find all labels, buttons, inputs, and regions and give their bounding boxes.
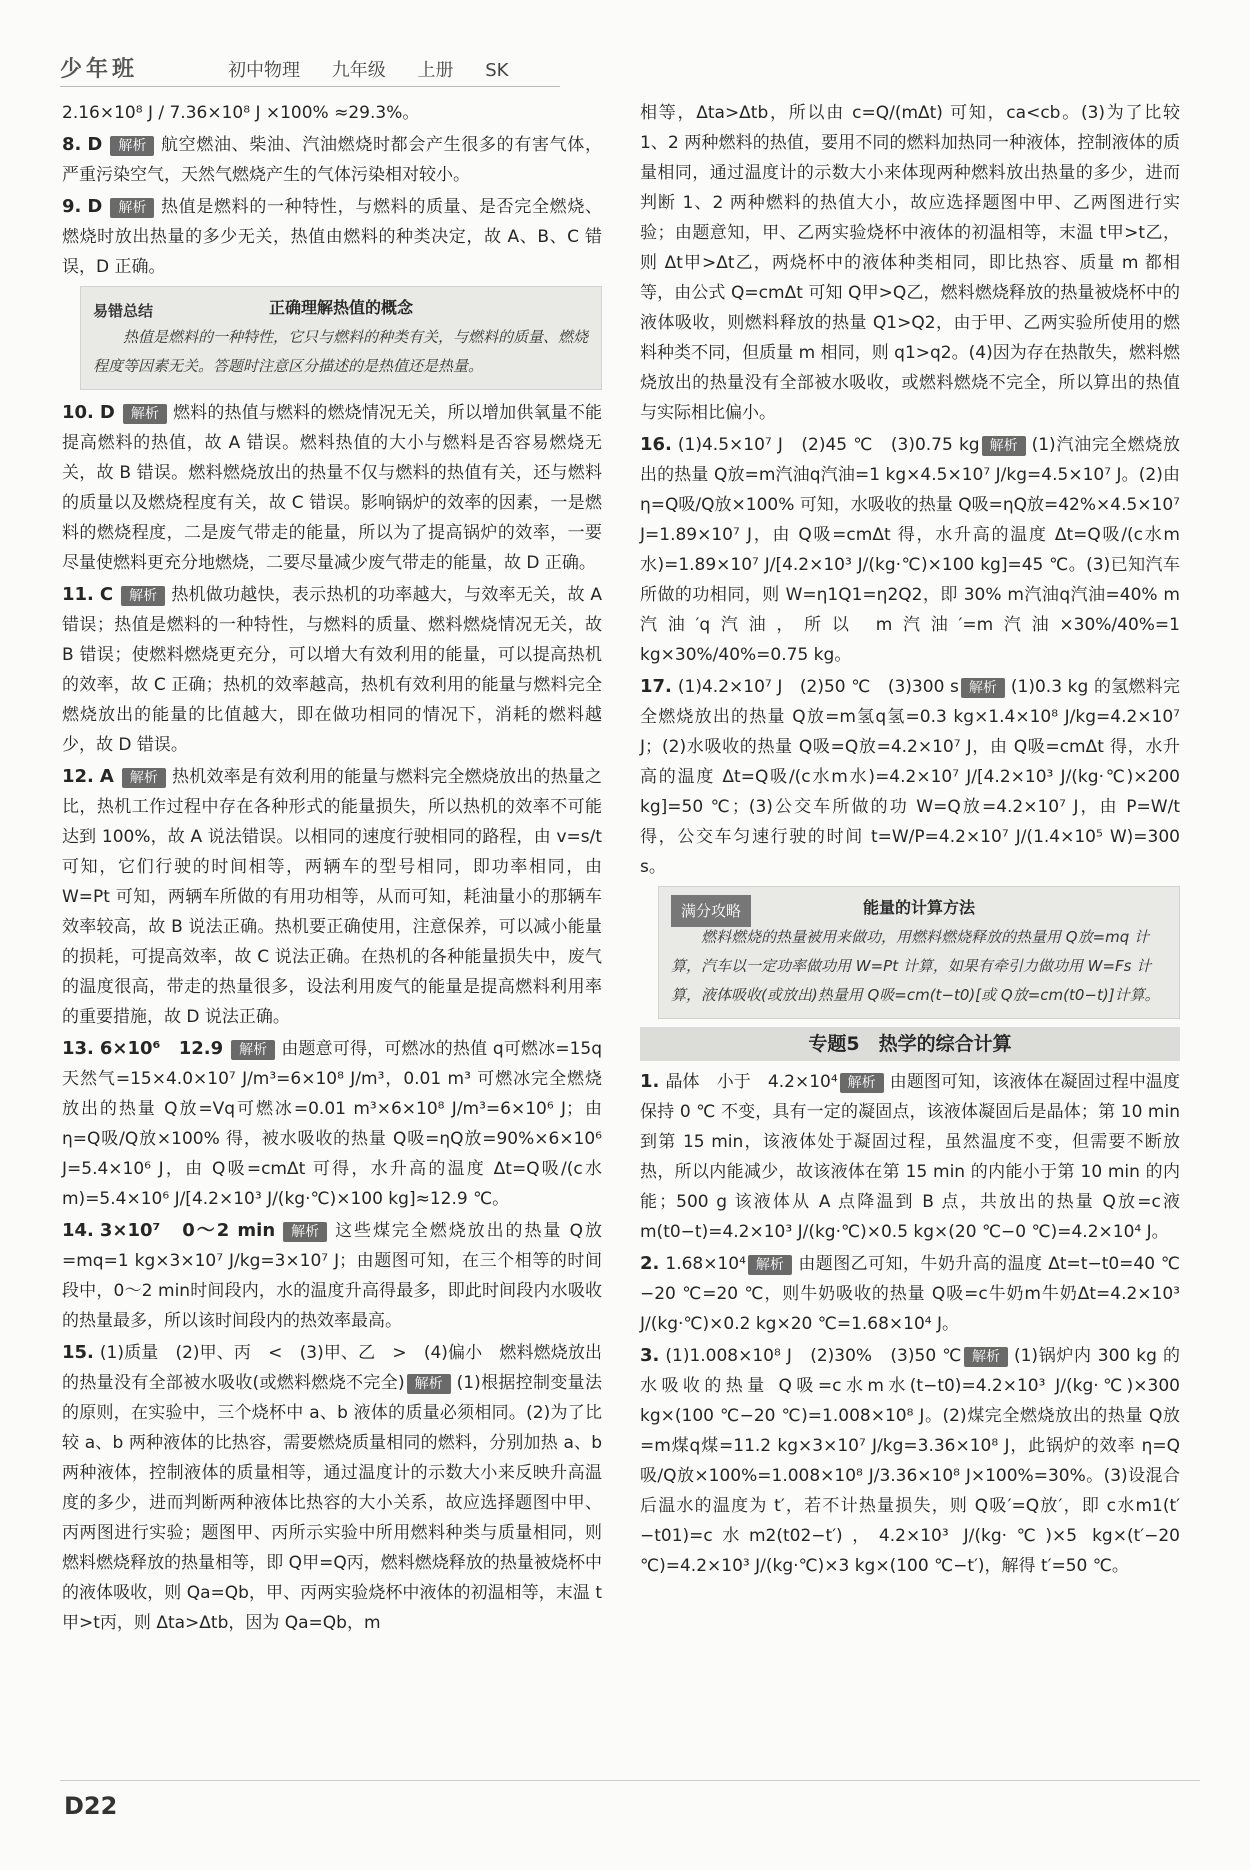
item-answer: D [99,402,115,423]
analysis-tag: 解析 [961,678,1005,698]
item-text: (1)汽油完全燃烧放出的热量 Q放=m汽油q汽油=1 kg×4.5×10⁷ J/kg=4.5×10⁷ J。(2)由 η=Q吸/Q放×100% 可知，水吸收的热量 Q吸=ηQ放=42%×4.5×10⁷ J=1.89×10⁷ J，由 Q吸=cmΔt 得，水升高的温度 Δt=Q吸/(c水m水)=1.89×10⁷ J/[4.2×10³ J/(kg·℃)×100 kg]=45 ℃。(3)已知汽车所做的功相同，则 W=η1Q1=η2Q2，即 30% m汽油q汽油=40% m汽油′q汽油，所以 m汽油′=m汽油×30%/40%=1 kg×30%/40%=0.75 kg。 [640,435,1180,665]
item-answer: 6×10⁶ 12.9 [99,1038,224,1059]
page-number: D22 [64,1792,118,1820]
box-tag: 易错总结 [93,302,154,320]
item-number: 10. [62,402,94,423]
analysis-tag: 解析 [231,1040,275,1060]
analysis-tag: 解析 [123,404,167,424]
answer-item-13 [62,1034,602,1214]
footer-divider [60,1780,1200,1781]
answer-item-10 [62,398,602,578]
item-answer: D [87,134,103,155]
item-number: 16. [640,434,672,455]
topic-item-2 [640,1249,1180,1339]
box-text: 热值是燃料的一种特性，它只与燃料的种类有关，与燃料的质量、燃烧程度等因素无关。答题时注意区分描述的是热值还是热量。 [93,328,589,375]
header-divider [60,86,560,87]
answer-item-8 [62,130,602,190]
item-text: (1)0.3 kg 的氢燃料完全燃烧放出的热量 Q放=m氢q氢=0.3 kg×1.4×10⁸ J/kg=4.2×10⁷ J；(2)水吸收的热量 Q吸=Q放=4.2×10⁷ J，由 Q吸=cmΔt 得，水升高的温度 Δt=Q吸/(c水m水)=4.2×10⁷ J/[4.2×10³ J/(kg·℃)×200 kg]=50 ℃；(3)公交车所做的功 W=Q放=4.2×10⁷ J，由 P=W/t 得，公交车匀速行驶的时间 t=W/P=4.2×10⁷ J/(1.4×10⁵ W)=300 s。 [640,677,1180,877]
right-column [640,98,1180,1583]
header-meta [228,56,534,82]
left-column [62,98,602,1640]
item-number: 17. [640,676,672,697]
topic-item-3 [640,1341,1180,1581]
item-text: 热机做功越快，表示热机的功率越大，与效率无关，故 A 错误；热值是燃料的一种特性，与燃料的质量、燃料燃烧情况无关，故 B 错误；使燃料燃烧更充分，可以增大有效利用的能量，可以提高热机的效率，故 C 正确；热机的效率越高，热机有效利用的能量与燃料完全燃烧放出的能量的比值越大，即在做功相同的情况下，消耗的燃料越少，故 D 错误。 [62,585,602,755]
item-number: 15. [62,1342,94,1363]
analysis-tag: 解析 [110,136,154,156]
answer-item-17 [640,672,1180,882]
item-text: 由题意可得，可燃冰的热值 q可燃冰=15q天然气=15×4.0×10⁷ J/m³=6×10⁸ J/m³，0.01 m³ 可燃冰完全燃烧放出的热量 Q放=Vq可燃冰=0.01 m³×6×10⁸ J/m³=6×10⁶ J；由 η=Q吸/Q放×100% 得，被水吸收的热量 Q吸=ηQ放=90%×6×10⁶ J=5.4×10⁶ J，由 Q吸=cmΔt 可得，水升高的温度 Δt=Q吸/(c水m)=5.4×10⁶ J/[4.2×10³ J/(kg·℃)×100 kg]≈12.9 ℃。 [62,1039,602,1209]
item-number: 3. [640,1345,660,1366]
item-text: 由题图乙可知，牛奶升高的温度 Δt=t−t0=40 ℃−20 ℃=20 ℃，则牛奶吸收的热量 Q吸=c牛奶m牛奶Δt=4.2×10³ J/(kg·℃)×0.2 kg×20 ℃=1.68×10⁴ J。 [640,1254,1180,1334]
header-subject: 初中物理 [228,60,300,81]
item-text: 燃料的热值与燃料的燃烧情况无关，所以增加供氧量不能提高燃料的热值，故 A 错误。燃料热值的大小与燃料是否容易燃烧无关，故 B 错误。燃料燃烧放出的热量不仅与燃料的热值有关，还与燃料的质量以及燃烧程度有关，故 C 错误。影响锅炉的效率的因素，一是燃料的燃烧程度，二是废气带走的能量，所以为了提高锅炉的效率，一要尽量使燃料更充分地燃烧，二要尽量减少废气带走的能量，故 D 正确。 [62,403,602,573]
analysis-tag: 解析 [121,586,165,606]
item-number: 8. [62,134,82,155]
item-answer: 1.68×10⁴ [665,1254,746,1274]
item-text: 热值是燃料的一种特性，与燃料的质量、是否完全燃烧、燃烧时放出热量的多少无关，热值由燃料的种类决定，故 A、B、C 错误，D 正确。 [62,197,602,277]
item-answer: (1)4.5×10⁷ J (2)45 ℃ (3)0.75 kg [677,435,980,455]
header-volume: 上册 [417,60,454,81]
box-title: 能量的计算方法 [862,898,975,917]
item-number: 13. [62,1038,94,1059]
item-text: (1)锅炉内 300 kg 的水吸收的热量 Q吸=c水m水(t−t0)=4.2×10³ J/(kg·℃)×300 kg×(100 ℃−20 ℃)=1.008×10⁸ J。(2)煤完全燃烧放出的热量 Q放=m煤q煤=11.2 kg×3×10⁷ J/kg=3.36×10⁸ J，此锅炉的效率 η=Q吸/Q放×100%=1.008×10⁸ J/3.36×10⁸ J×100%=30%。(3)设混合后温水的温度为 t′，若不计热量损失，则 Q吸′=Q放′，即 c水m1(t′−t01)=c水m2(t02−t′)，4.2×10³ J/(kg·℃)×5 kg×(t′−20 ℃)=4.2×10³ J/(kg·℃)×3 kg×(100 ℃−t′)，解得 t′=50 ℃。 [640,1346,1180,1576]
page-header [60,50,1210,88]
analysis-tag: 解析 [283,1222,327,1242]
analysis-tag: 解析 [407,1374,451,1394]
header-edition: SK [485,60,509,81]
item-text: 这些煤完全燃烧放出的热量 Q放=mq=1 kg×3×10⁷ J/kg=3×10⁷ J；由题图可知，在三个相等的时间段中，0～2 min时间段内，水的温度升高得最多，即此时间段内水吸收的热量最多，所以该时间段内的热效率最高。 [62,1221,602,1331]
item-number: 12. [62,766,94,787]
item-number: 14. [62,1220,94,1241]
box-title: 正确理解热值的概念 [268,298,413,317]
analysis-tag: 解析 [748,1255,792,1275]
answer-item-14 [62,1216,602,1336]
item-text: 航空燃油、柴油、汽油燃烧时都会产生很多的有害气体，严重污染空气，天然气燃烧产生的气体污染相对较小。 [62,135,602,185]
answer-item-11 [62,580,602,760]
item-answer: (1)1.008×10⁸ J (2)30% (3)50 ℃ [665,1346,962,1366]
item-answer: 晶体 小于 4.2×10⁴ [665,1072,838,1092]
item-text: 由题图可知，该液体在凝固过程中温度保持 0 ℃ 不变，具有一定的凝固点，该液体凝固后是晶体；第 10 min到第 15 min，该液体处于凝固过程，虽然温度不变，但需要不断放热，所以内能减少，故该液体在第 15 min 的内能小于第 10 min 的内能；500 g 该液体从 A 点降温到 B 点，共放出的热量 Q放=c液m(t0−t)=4.2×10³ J/(kg·℃)×0.5 kg×(20 ℃−0 ℃)=4.2×10⁴ J。 [640,1072,1180,1242]
item-answer: D [87,196,103,217]
topic-item-1 [640,1067,1180,1247]
answer-item-12 [62,762,602,1032]
section-title: 专题5 热学的综合计算 [640,1027,1180,1061]
error-summary-box [80,286,602,390]
box-text: 燃料燃烧的热量被用来做功，用燃料燃烧释放的热量用 Q放=mq 计算，汽车以一定功率做功用 W=Pt 计算，如果有牵引力做功用 W=Fs 计算，液体吸收(或放出)热量用 Q吸=cm(t−t0)[或 Q放=cm(t0−t)]计算。 [671,928,1160,1004]
analysis-tag: 解析 [110,198,154,218]
header-grade: 九年级 [331,60,386,81]
analysis-tag: 解析 [964,1347,1008,1367]
page-footer [64,1792,144,1832]
item-number: 11. [62,584,94,605]
item-answer: 3×10⁷ 0～2 min [99,1220,276,1241]
item-15-continued: 相等，Δta>Δtb，所以由 c=Q/(mΔt) 可知，ca<cb。(3)为了比较 1、2 两种燃料的热值，要用不同的燃料加热同一种液体，控制液体的质量相同，通过温度计的示数大小来体现两种燃料放出热量的多少，进而判断 1、2 两种燃料的热值大小，故应选择题图中甲、乙两图进行实验；由题意知，甲、乙两实验烧杯中液体的初温相等，末温 t甲>t乙，则 Δt甲>Δt乙，两烧杯中的液体种类相同，即比热容、质量 m 都相等，由公式 Q=cmΔt 可知 Q甲>Q乙，燃料燃烧释放的热量被烧杯中的液体吸收，则燃料释放的热量 Q1>Q2，由于甲、乙两实验所使用的燃料种类不同，但质量 m 相同，则 q1>q2。(4)因为存在热散失，燃料燃烧放出的热量没有全部被水吸收，或燃料燃烧不完全，所以算出的热值与实际相比偏小。 [640,103,1180,423]
answer-item-16 [640,430,1180,670]
brand-logo: 少年班 [60,57,139,82]
item-answer: C [99,584,114,605]
item-answer: (1)4.2×10⁷ J (2)50 ℃ (3)300 s [677,677,959,697]
answer-item-15 [62,1338,602,1638]
item-text: (1)根据控制变量法的原则，在实验中，三个烧杯中 a、b 液体的质量必须相同。(2)为了比较 a、b 两种液体的比热容，需要燃烧质量相同的燃料，分别加热 a、b 两种液体，控制液体的质量相等，通过温度计的示数大小来反映升高温度的多少，进而判断两种液体比热容的大小关系，故应选择题图中甲、丙两图进行实验；题图甲、丙所示实验中所用燃料种类与质量相同，则燃料燃烧释放的热量相等，即 Q甲=Q丙，燃料燃烧释放的热量被烧杯中的液体吸收，则 Qa=Qb，甲、丙两实验烧杯中液体的初温相等，末温 t甲>t丙，则 Δta>Δtb，因为 Qa=Qb，m [62,1373,602,1633]
analysis-tag: 解析 [840,1073,884,1093]
box-tag: 满分攻略 [671,895,751,927]
analysis-tag: 解析 [982,436,1026,456]
item-text: 热机效率是有效利用的能量与燃料完全燃烧放出的热量之比，热机工作过程中存在各种形式的能量损失，所以热机的效率不可能达到 100%，故 A 说法错误。以相同的速度行驶相同的路程，由 v=s/t 可知，它们行驶的时间相等，两辆车的型号相同，即功率相同，由 W=Pt 可知，两辆车所做的有用功相等，从而可知，耗油量小的那辆车效率较高，故 B 说法正确。热机要正确使用，注意保养，可以减小能量的损耗，可提高效率，故 C 说法正确。在热机的各种能量损失中，废气的温度很高，带走的热量很多，设法利用废气的能量是提高燃料利用率的重要措施，故 D 说法正确。 [62,767,602,1027]
analysis-tag: 解析 [122,768,166,788]
item-number: 1. [640,1071,660,1092]
item-number: 2. [640,1253,660,1274]
item-number: 9. [62,196,82,217]
strategy-box [658,886,1180,1019]
item-answer: A [99,766,114,787]
intro-formula: 2.16×10⁸ J / 7.36×10⁸ J ×100% ≈29.3%。 [62,103,420,123]
item-answer: (1)质量 (2)甲、丙 < (3)甲、乙 > (4)偏小 燃料燃烧放出的热量没有全部被水吸收(或燃料燃烧不完全) [62,1343,602,1393]
answer-item-9 [62,192,602,282]
